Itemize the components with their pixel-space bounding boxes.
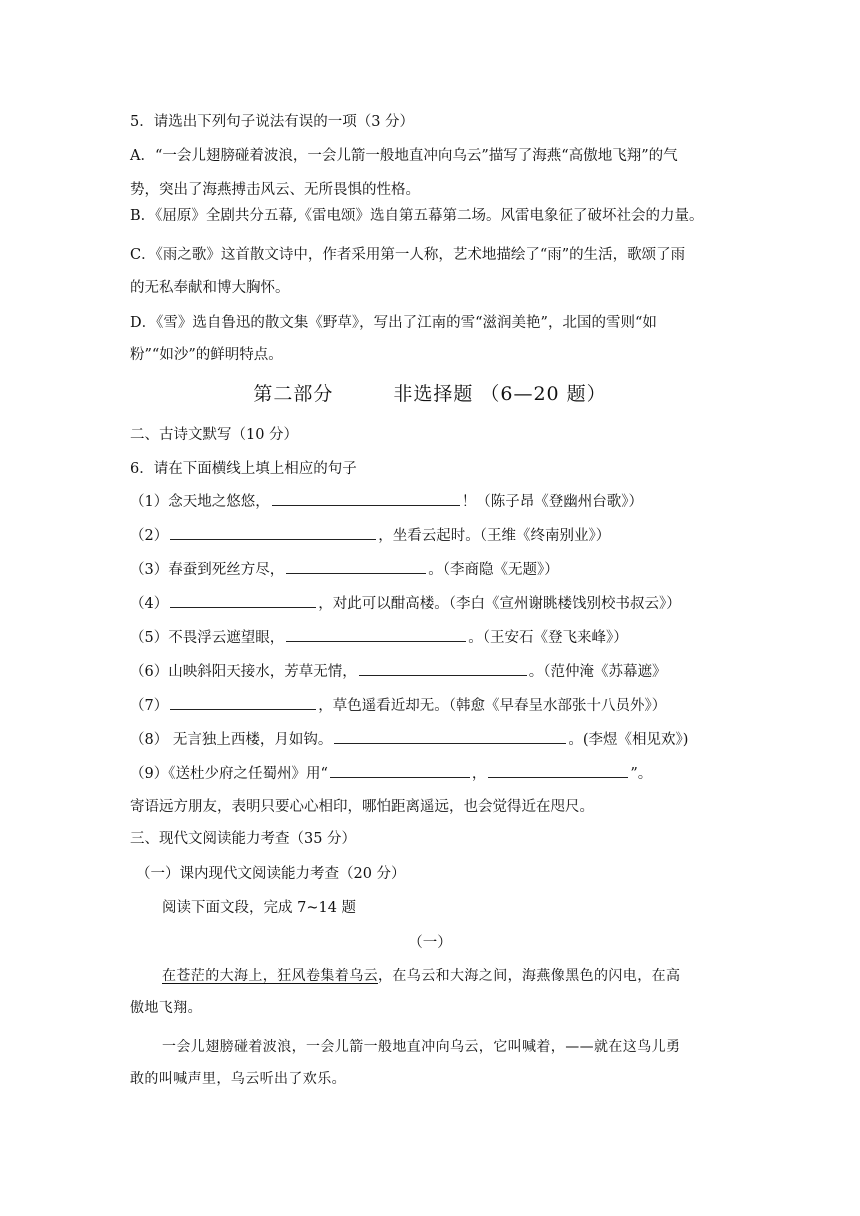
- q6-item-5: [130, 627, 628, 648]
- q5-option-c-line2: 的无私奉献和博大胸怀。: [130, 280, 290, 296]
- answer-blank[interactable]: [286, 627, 466, 642]
- answer-blank[interactable]: [170, 593, 316, 608]
- q6-item-2-suffix: ，坐看云起时。（王维《终南别业》）: [378, 528, 611, 544]
- passage-underlined-phrase: 在苍茫的大海上，狂风卷集着乌云: [162, 968, 378, 984]
- q6-item-5-prefix: （5）不畏浮云遮望眼，: [130, 630, 285, 646]
- q6-item-8-prefix: （8） 无言独上西楼，月如钩。: [130, 732, 333, 748]
- reading-instruction: 阅读下面文段，完成 7~14 题: [162, 900, 357, 916]
- q6-stem: 6．请在下面横线上填上相应的句子: [130, 461, 357, 477]
- q6-item-4-suffix: ，对此可以酣高楼。（李白《宣州谢眺楼饯别校书叔云》）: [318, 596, 681, 612]
- q5-option-d-line1: D．《雪》选自鲁迅的散文集《野草》，写出了江南的雪“滋润美艳”，北国的雪则“如: [130, 315, 657, 331]
- q6-item-6: [130, 661, 666, 682]
- passage-label: （一）: [408, 935, 452, 951]
- q5-option-d-line2: 粉”“如沙”的鲜明特点。: [130, 347, 283, 363]
- part2-heading-left: 第二部分: [253, 383, 334, 405]
- q6-item-8: [130, 729, 688, 750]
- q6-item-7: [130, 695, 666, 716]
- answer-blank[interactable]: [330, 763, 470, 778]
- answer-blank[interactable]: [286, 559, 426, 574]
- q5-option-a-line1: A．“一会儿翅膀碰着波浪，一会儿箭一般地直冲向乌云”描写了海燕“高傲地飞翔”的气: [130, 148, 678, 164]
- q6-item-1-prefix: （1）念天地之悠悠，: [130, 494, 270, 510]
- q6-item-9-comma: ，: [471, 766, 487, 782]
- passage-p2-line2: 敢的叫喊声里，乌云听出了欢乐。: [130, 1071, 346, 1087]
- passage-p1-line1: [162, 966, 680, 986]
- part2-heading-right: 非选择题 （6—20 题）: [393, 383, 607, 405]
- q6-item-4-prefix: （4）: [130, 596, 169, 612]
- q5-option-a-line2: 势，突出了海燕搏击风云、无所畏惧的性格。: [130, 182, 420, 198]
- part2-heading: [0, 381, 860, 407]
- q6-item-1: [130, 491, 643, 512]
- section3-title: 三、现代文阅读能力考查（35 分）: [130, 831, 357, 847]
- answer-blank[interactable]: [170, 695, 316, 710]
- q6-item-9-suffix: ”。: [630, 766, 653, 782]
- passage-p1-rest: ，在乌云和大海之间，海燕像黑色的闪电，在高: [378, 968, 681, 984]
- section3-subsection-1: （一）课内现代文阅读能力考查（20 分）: [136, 866, 406, 882]
- section2-title: 二、古诗文默写（10 分）: [130, 427, 299, 443]
- passage-p1-line2: 傲地飞翔。: [130, 1000, 202, 1016]
- q6-item-6-suffix: 。（范仲淹《苏幕遮》: [528, 664, 667, 680]
- q6-item-3-prefix: （3）春蚕到死丝方尽，: [130, 562, 285, 578]
- q6-item-7-prefix: （7）: [130, 698, 169, 714]
- q6-item-9-prefix: （9）《送杜少府之任蜀州》用“: [130, 766, 328, 782]
- q6-item-3-suffix: 。（李商隐《无题》）: [428, 562, 559, 578]
- answer-blank[interactable]: [488, 763, 628, 778]
- q6-item-3: [130, 559, 559, 580]
- q5-option-b: B．《屈原》全剧共分五幕,《雷电颂》选自第五幕第二场。风雷电象征了破坏社会的力量。: [130, 208, 704, 224]
- q6-item-4: [130, 593, 681, 614]
- answer-blank[interactable]: [170, 525, 376, 540]
- q5-stem: 5．请选出下列句子说法有误的一项（3 分）: [130, 114, 415, 130]
- q6-item-5-suffix: 。（王安石《登飞来峰》）: [468, 630, 628, 646]
- q6-item-2-prefix: （2）: [130, 528, 169, 544]
- q5-option-c-line1: C．《雨之歌》这首散文诗中，作者采用第一人称，艺术地描绘了“雨”的生活，歌颂了雨: [130, 247, 686, 263]
- q6-item-9-continuation: 寄语远方朋友，表明只要心心相印，哪怕距离遥远，也会觉得近在咫尺。: [130, 799, 594, 815]
- q6-item-9: [130, 763, 652, 784]
- passage-p2-line1: 一会儿翅膀碰着波浪，一会儿箭一般地直冲向乌云，它叫喊着，——就在这鸟儿勇: [162, 1039, 681, 1055]
- q6-item-6-prefix: （6）山映斜阳天接水，芳草无情，: [130, 664, 357, 680]
- q6-item-7-suffix: ，草色遥看近却无。（韩愈《早春呈水部张十八员外》）: [318, 698, 667, 714]
- q6-item-8-suffix: 。(李煜《相见欢》): [568, 732, 689, 748]
- q6-item-2: [130, 525, 610, 546]
- answer-blank[interactable]: [334, 729, 566, 744]
- answer-blank[interactable]: [359, 661, 527, 676]
- answer-blank[interactable]: [272, 491, 460, 506]
- q6-item-1-suffix: ！（陈子昂《登幽州台歌》）: [461, 494, 643, 510]
